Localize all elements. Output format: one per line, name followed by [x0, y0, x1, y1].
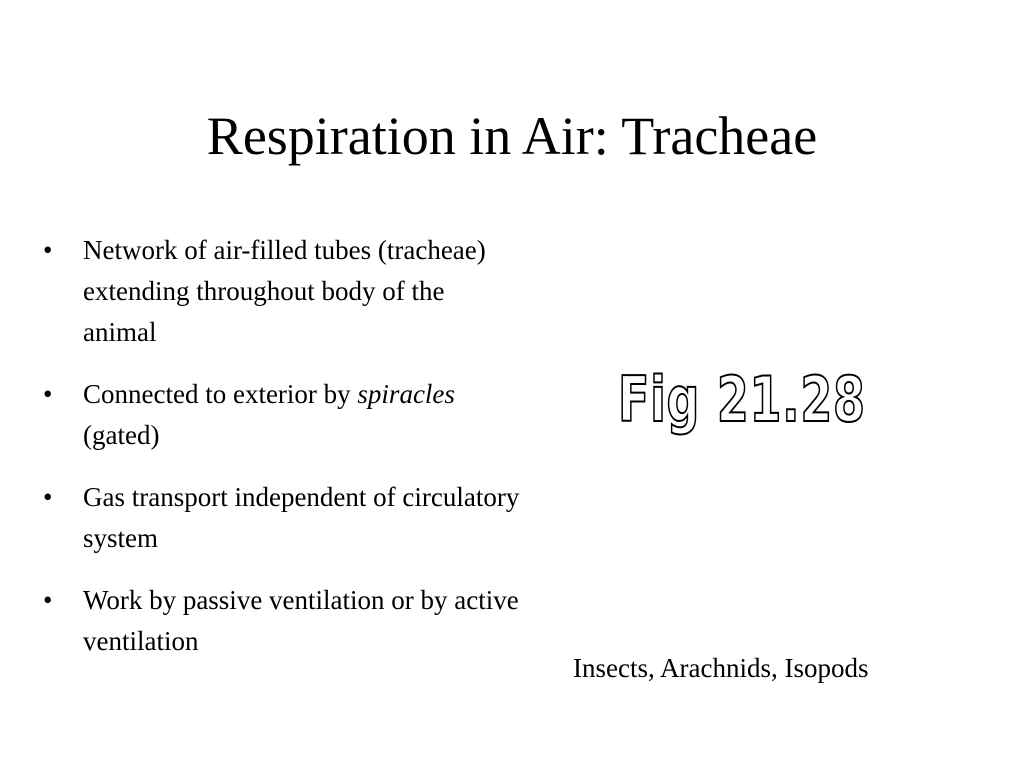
figure-reference-label: Fig 21.28: [618, 363, 866, 436]
figure-caption: Insects, Arachnids, Isopods: [573, 653, 869, 683]
slide-title: Respiration in Air: Tracheae: [206, 106, 818, 166]
bullet-marker: •: [43, 585, 53, 615]
bullet-item-gas-transport: [40, 477, 520, 559]
bullet-list: [40, 230, 520, 683]
bullet-text: Work by passive ventilation or by active ventilation: [83, 585, 519, 656]
bullet-marker: •: [43, 379, 53, 409]
bullet-item-spiracles: [40, 374, 520, 456]
bullet-marker: •: [43, 482, 53, 512]
bullet-text-prefix: Connected to exterior by: [83, 379, 358, 409]
bullet-item-network: [40, 230, 520, 353]
bullet-text: [83, 379, 455, 450]
bullet-text-emphasis: spiracles: [357, 379, 455, 409]
bullet-text-suffix: (gated): [83, 420, 160, 450]
bullet-marker: •: [43, 235, 53, 265]
bullet-text: Gas transport independent of circulatory system: [83, 482, 520, 553]
bullet-text: Network of air-filled tubes (tracheae) extending throughout body of the animal: [83, 235, 486, 347]
bullet-item-ventilation: [40, 580, 520, 662]
